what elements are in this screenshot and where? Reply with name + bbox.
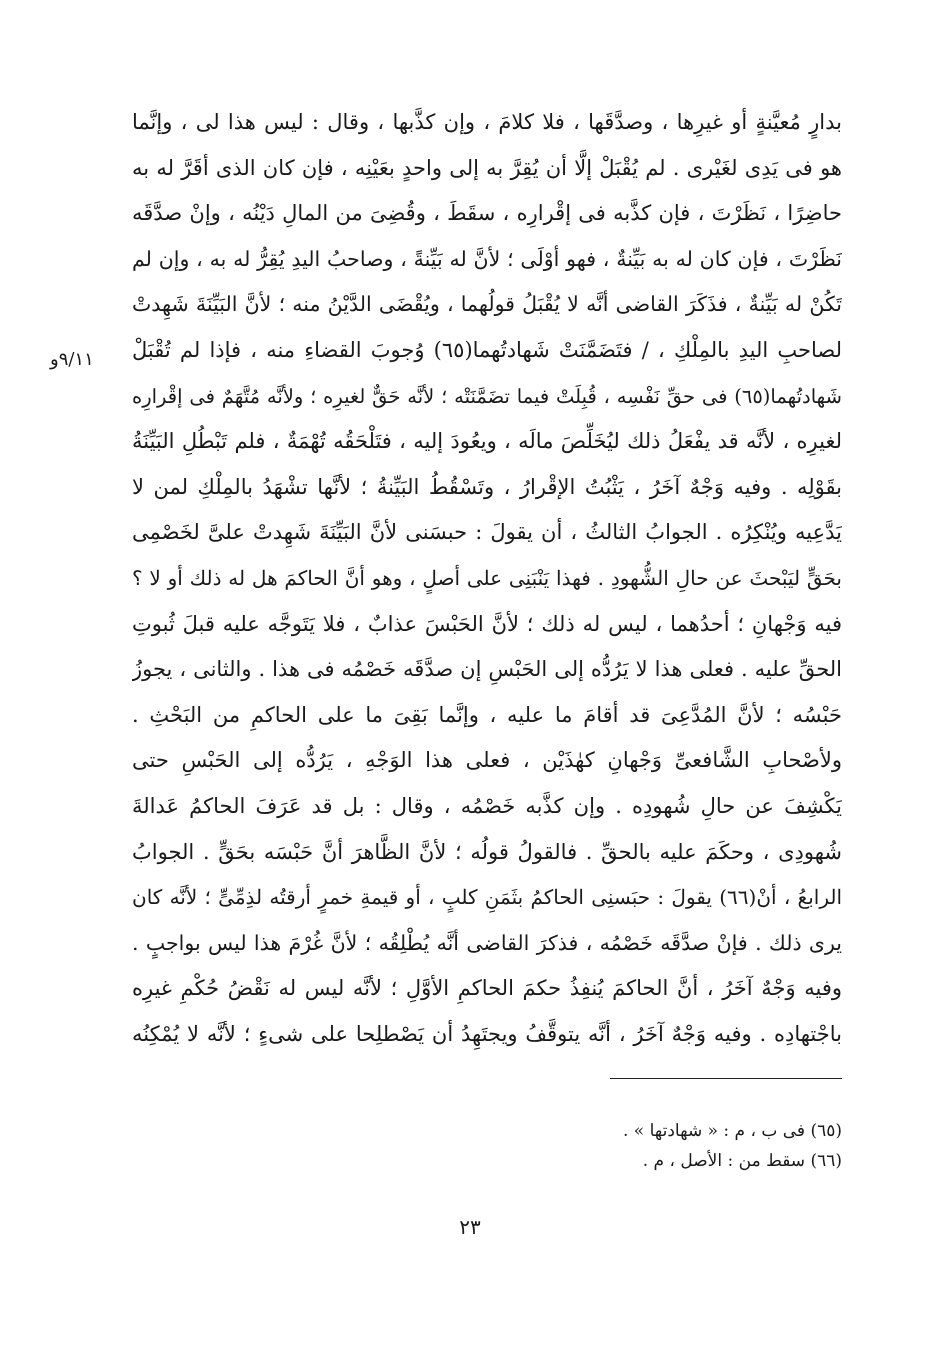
footnotes-block <box>132 1116 842 1176</box>
text-line: شُهودِى ، وحكَمَ عليه بالحقِّ . فالقولُ قولُه ؛ لأنَّ الظَّاهرَ أنَّ حَبْسَه بحَقٍّ . الجوابُ <box>132 839 842 864</box>
text-line: بقَوْلِه . وفيه وَجْهٌ آخَرُ ، يَثْبُتُ الإقْرارُ ، وتَسْقُطُ البَيِّنةُ ؛ لأنَّها تشْهَدُ بالمِلْكِ لمن لا <box>132 474 842 499</box>
text-line: تَكُنْ له بَيِّنةٌ ، فذَكَرَ القاضى أنَّه لا يُقْبَلُ قولُهما ، ويُقْضَى الدَّيْنُ منه ؛ لأنَّ البَيِّنَةَ شَهِدتْ <box>132 292 842 317</box>
text-line: يَكْشِفَ عن حالِ شُهودِه . وإن كذَّبه خَصْمُه ، وقال : بل قد عَرَفَ الحاكمُ عَدالةَ <box>132 793 842 818</box>
main-text-block <box>132 100 842 1057</box>
text-line: حَبْسُه ؛ لأنَّ المُدَّعِىَ قد أقامَ ما عليه ، وإنَّما بَقِىَ ما على الحاكمِ من البَحْثِ . <box>132 702 842 727</box>
text-line: يرى ذلك . فإنْ صدَّقَه خَصْمُه ، فذكرَ القاضى أنَّه يُطْلِقُه ؛ لأنَّ غُرْمَ هذا ليس بواجبٍ . <box>132 930 842 955</box>
footnote-separator <box>610 1078 842 1079</box>
text-line: شَهادتُهما(٦٥) فى حقِّ نَفْسِه ، قُبِلَتْ فيما تضَمَّنَتْه ؛ لأنَّه حَقٌّ لغيرِه ؛ ولأنَّه مُتَّهَمٌ فى إقْرارِه <box>132 384 842 408</box>
text-line: لغيرِه ، لأنَّه قد يفْعَلُ ذلك ليُخَلِّصَ مالَه ، ويعُودَ إليه ، فتَلْحَقُه تُهْمَةٌ ، فلم تَبْطُلِ البَيِّنَةُ <box>132 429 842 454</box>
folio-margin-reference: ٩/١١و <box>50 349 94 370</box>
text-line: وفيه وَجْهٌ آخَرُ ، أنَّ الحاكمَ يُنفِذُ حكمَ الحاكمِ الأوَّلِ ؛ لأنَّه ليس له نَقْضُ حُكْمِ غيرِه <box>132 976 842 1001</box>
text-line: الحقِّ عليه . فعلى هذا لا يَرُدُّه إلى الحَبْسِ إن صدَّقَه خَصْمُه فى هذا . والثانى ، يجوزُ <box>132 657 842 682</box>
page-number: ٢٣ <box>459 1215 481 1239</box>
text-line: يَدَّعِيه ويُنْكِرُه . الجوابُ الثالثُ ، أن يقولَ : حبسَنى لأنَّ البَيِّنَةَ شَهِدتْ علىَّ لخَصْمِى <box>132 520 842 545</box>
text-line: نَظَرْتَ ، فإن كان له به بَيِّنةٌ ، فهو أوْلَى ؛ لأنَّ له بَيِّنةً ، وصاحبُ اليدِ يُقِرُّ له به ، وإن لم <box>132 246 842 271</box>
text-line: فيه وَجْهانِ ؛ أحدُهما ، ليس له ذلك ؛ لأنَّ الحَبْسَ عذابٌ ، فلا يَتَوجَّه عليه قبلَ ثُبوتِ <box>132 611 842 636</box>
text-line: لصاحبِ اليدِ بالمِلْكِ ، / فتَضَمَّنَتْ شَهادتُهما(٦٥) وُجوبَ القضاءِ منه ، فإذا لم تُقْبَلْ <box>132 337 842 362</box>
footnote: (٦٦) سقط من : الأصل ، م . <box>642 1151 842 1171</box>
text-line: ولأصْحابِ الشَّافعىِّ وَجْهانِ كهٰذَيْن ، فعلى هذا الوَجْهِ ، يَرُدُّه إلى الحَبْسِ حتى <box>132 748 842 773</box>
text-line: بدارٍ مُعيَّنةٍ أو غيرِها ، وصدَّقَها ، فلا كلامَ ، وإن كذَّبها ، وقال : ليس هذا لى ، وإنَّما <box>132 110 842 134</box>
text-line: بحَقٍّ ليَبْحثَ عن حالِ الشُّهودِ . فهذا يَنْبَنِى على أصلٍ ، وهو أنَّ الحاكمَ هل له ذلك أو لا ؟ <box>132 565 842 590</box>
text-line: حاضِرًا ، نَظَرْتَ ، فإن كذَّبه فى إقْرارِه ، سقَطَ ، وقُضِىَ من المالِ دَيْنُه ، وإنْ صدَّقَه <box>132 201 842 226</box>
text-line: باجْتهادِه . وفيه وَجْهٌ آخَرُ ، أنَّه يتوقَّفُ ويجتَهِدُ أن يَصْطلِحا على شىءٍ ؛ لأنَّه لا يُمْكِنُه <box>132 1021 842 1046</box>
text-line: هو فى يَدِى لغَيْرى . لم يُقْبَلْ إلَّا أن يُقِرَّ به إلى واحدٍ بعَيْنِه ، فإن كان الذى أقَرَّ له به <box>132 155 842 180</box>
text-line: الرابعُ ، أنْ(٦٦) يقولَ : حبَسنِى الحاكمُ بثَمَنِ كلبٍ ، أو قيمةِ خمرٍ أرقتُه لذِمِّىٍّ ؛ لأنَّه كان <box>132 885 842 910</box>
footnote: (٦٥) فى ب ، م : « شهادتها » . <box>623 1121 842 1141</box>
